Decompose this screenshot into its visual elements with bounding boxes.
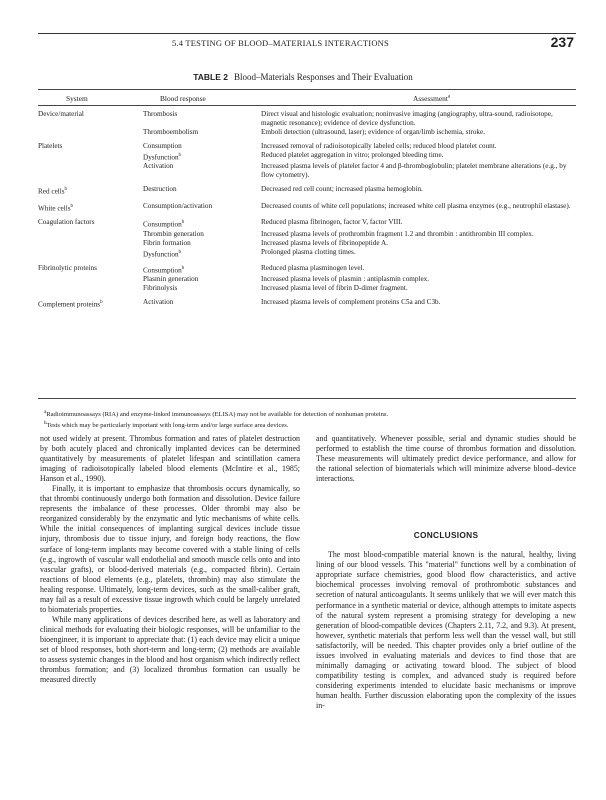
footnote-mark: b <box>44 420 47 426</box>
header-rule <box>38 33 576 34</box>
cell-assessment <box>261 264 576 275</box>
cell-response <box>143 275 261 284</box>
cell-system-text: Platelets <box>38 142 63 150</box>
cell-system <box>38 248 143 259</box>
cell-system <box>38 151 143 162</box>
footnote-ref: b <box>181 220 185 226</box>
cell-assessment <box>261 248 576 259</box>
table-row <box>38 162 576 180</box>
table-header-rule <box>38 105 576 106</box>
paragraph: and quantitatively. Whenever possible, serial and dynamic studies should be performed to establish the time course of thrombus formation and dissolution. These measurements will ultimately predict device performance, and allow for the rational selection of biomaterials which will minimize adverse blood–device interactions. <box>316 434 576 484</box>
cell-assessment-text: Increased plasma levels of platelet factor 4 and β-thromboglobulin; platelet membrane alterations (e.g., by flow cytometry). <box>261 162 567 180</box>
cell-system-text: White cells <box>38 204 71 213</box>
paragraph: The most blood-compatible material known is the natural, healthy, living lining of our blood vessels. This "material" functions well by a combination of appropriate surface chemistries, good blood flow characteristics, and active biochemical processes involving removal of prothrombotic substances and secretion of natural anticoagulants. It seems unlikely that we will ever match this performance in a synthetic material or device, although attempts to imitate aspects of the natural system represent a promising strategy for developing a new generation of blood-compatible devices (Chapters 2.11, 7.2, and 9.3). At present, however, synthetic materials that perform less well than the vessel wall, but still satisfactorily, will be needed. This chapter provides only a brief outline of the issues involved in evaluating materials and devices to find those that are minimally damaging or activating toward blood. The subject of blood compatibility testing is complex, and advanced study is required before considering experiments intended to elucidate basic mechanisms or improve human health. Further discussion elaborating upon the complexity of the issues in- <box>316 550 576 710</box>
cell-assessment <box>261 202 576 213</box>
column-header-assessment-label: Assessment <box>413 94 448 103</box>
cell-assessment <box>261 151 576 162</box>
cell-system <box>38 275 143 284</box>
cell-assessment-text: Reduced plasma fibrinogen, factor V, factor VIII. <box>261 218 403 227</box>
conclusions-heading: CONCLUSIONS <box>413 530 479 541</box>
column-header-assessment <box>413 94 450 103</box>
cell-response-text: Activation <box>143 162 174 171</box>
table-row <box>38 110 576 128</box>
cell-assessment-text: Increased plasma levels of complement proteins C5a and C3b. <box>261 298 441 307</box>
cell-system <box>38 239 143 248</box>
cell-assessment <box>261 162 576 180</box>
cell-response <box>143 218 261 229</box>
cell-assessment-text: Reduced platelet aggregation in vitro; prolonged bleeding time. <box>261 151 444 159</box>
cell-response-text: Dysfunction <box>143 153 179 162</box>
table-top-rule <box>38 89 576 90</box>
table-label: TABLE 2 <box>193 72 228 82</box>
cell-response-text: Consumption <box>143 142 182 150</box>
footnote-ref: b <box>100 300 103 306</box>
cell-response <box>143 230 261 239</box>
table-caption <box>0 72 606 82</box>
page-number: 237 <box>550 34 574 50</box>
footnote-a <box>44 409 574 420</box>
cell-assessment-text: Decreased red cell count; increased plasma hemoglobin. <box>261 185 423 194</box>
footnote-ref: b <box>64 187 68 193</box>
table-row <box>38 248 576 259</box>
table-row <box>38 239 576 248</box>
table-bottom-rule <box>38 398 576 399</box>
cell-assessment <box>261 185 576 196</box>
left-column <box>40 434 300 685</box>
cell-assessment-text: Direct visual and histologic evaluation; noninvasive imaging (angiography, ultra-sound, radioisotope, magnetic resonance); evidence of device dysfunction. <box>261 110 553 127</box>
cell-assessment-text: Decreased counts of white cell populations; increased white cell plasma enzymes (e.g., neutrophil elastase). <box>261 201 571 210</box>
cell-response-text: Dysfunction <box>143 249 179 258</box>
table-body <box>38 110 576 310</box>
footnote-ref: b <box>181 265 185 271</box>
cell-response-text: Thrombin generation <box>143 229 204 238</box>
cell-assessment <box>261 284 576 293</box>
cell-assessment <box>261 275 576 284</box>
cell-assessment <box>261 142 576 151</box>
cell-response <box>143 298 261 309</box>
cell-assessment-text: Reduced plasma plasminogen level. <box>261 263 365 272</box>
cell-system-text: Coagulation factors <box>38 218 95 227</box>
cell-response <box>143 239 261 248</box>
cell-assessment-text: Increased removal of radioisotopically labeled cells; reduced blood platelet count. <box>261 142 497 150</box>
cell-response <box>143 202 261 213</box>
cell-response <box>143 128 261 137</box>
right-column <box>316 434 576 711</box>
cell-assessment-text: Increased plasma level of fibrin D-dimer fragment. <box>261 284 408 293</box>
footnote-mark: a <box>44 410 47 415</box>
table-row <box>38 298 576 309</box>
table-title: Blood–Materials Responses and Their Evaluation <box>233 72 413 82</box>
cell-response-text: Thrombosis <box>143 110 178 118</box>
table-row <box>38 142 576 151</box>
paragraph: While many applications of devices described here, as well as laboratory and clinical methods for evaluating their biologic responses, will be unfamiliar to the bioengineer, it is important to appreciate that: (1) each device may elicit a unique set of blood responses, both short-term and long-term; (2) methods are available to assess systemic changes in the blood and host organism which indirectly reflect thrombus formation; and (3) localized thrombus formation can usually be measured directly <box>40 614 300 685</box>
table-row <box>38 185 576 196</box>
cell-system-text: Fibrinolytic proteins <box>38 263 97 272</box>
paragraph: Finally, it is important to emphasize that thrombosis occurs dynamically, so that thrombi continuously undergo both formation and dissolution. Device failure represents the imbalance of these processes. Older thrombi may also be reorganized considerably by the enzymatic and lytic mechanisms of white cells. While the initial consequences of implanting surgical devices include tissue injury, thrombosis due to tissue injury, and foreign body reactions, the flow surface of long-term implants may become covered with a stable lining of cells (e.g., ingrowth of vascular wall endothelial and smooth muscle cells onto and into vascular grafts), or blood-derived materials (e.g., compacted fibrin). Certain reactions of blood elements (e.g., platelets, thrombin) may also stimulate the healing response. Ultimately, long-term devices, such as the small-caliber graft, may fail as a result of excessive tissue ingrowth which could be largely unrelated to biomaterials properties. <box>40 484 300 614</box>
footnote-ref: b <box>70 203 74 209</box>
cell-assessment <box>261 239 576 248</box>
cell-assessment-text: Increased plasma levels of prothrombin fragment 1.2 and thrombin : antithrombin III complex. <box>261 229 534 238</box>
cell-assessment-text: Increased plasma levels of fibrinopeptide A. <box>261 238 388 247</box>
cell-response-text: Destruction <box>143 185 177 194</box>
footnote-text: Tests which may be particularly important with long-term and/or large surface area devices. <box>46 421 289 429</box>
footnote-ref: b <box>178 153 182 158</box>
cell-system <box>38 298 143 309</box>
table-row <box>38 264 576 275</box>
cell-system <box>38 162 143 180</box>
column-header-system: System <box>66 94 88 103</box>
running-head: 5.4 TESTING OF BLOOD–MATERIALS INTERACTIONS <box>172 38 389 48</box>
cell-response-text: Consumption <box>143 220 182 229</box>
cell-response-text: Activation <box>143 298 174 307</box>
cell-system-text: Red cells <box>38 187 65 196</box>
cell-response <box>143 248 261 259</box>
cell-response <box>143 151 261 162</box>
cell-response-text: Fibrin formation <box>143 238 191 247</box>
footnote-text: Radioimmunoassays (RIA) and enzyme-linked immunoassays (ELISA) may not be available for detection of nonhuman proteins. <box>46 411 389 419</box>
cell-system <box>38 284 143 293</box>
cell-system <box>38 230 143 239</box>
cell-system <box>38 185 143 196</box>
cell-system-text: Complement proteins <box>38 300 101 309</box>
table-row <box>38 284 576 293</box>
cell-response <box>143 185 261 196</box>
table-row <box>38 128 576 137</box>
cell-response-text: Consumption/activation <box>143 201 213 210</box>
cell-system <box>38 202 143 213</box>
cell-assessment <box>261 230 576 239</box>
cell-assessment-text: Emboli detection (ultrasound, laser); evidence of organ/limb ischemia, stroke. <box>261 128 486 136</box>
table-row <box>38 151 576 162</box>
cell-response-text: Fibrinolysis <box>143 284 178 293</box>
cell-system <box>38 110 143 128</box>
cell-response <box>143 110 261 128</box>
cell-response <box>143 284 261 293</box>
footnote-ref: a <box>447 94 451 100</box>
cell-response-text: Plasmin generation <box>143 275 199 284</box>
table-row <box>38 202 576 213</box>
table-row <box>38 275 576 284</box>
cell-response-text: Consumption <box>143 266 182 275</box>
table-row <box>38 218 576 229</box>
cell-response <box>143 264 261 275</box>
cell-response <box>143 142 261 151</box>
column-header-response: Blood response <box>160 94 206 103</box>
cell-assessment <box>261 218 576 229</box>
cell-system <box>38 142 143 151</box>
table-footnotes <box>44 409 574 430</box>
cell-system <box>38 218 143 229</box>
cell-assessment <box>261 298 576 309</box>
cell-system <box>38 128 143 137</box>
table-row <box>38 230 576 239</box>
cell-response <box>143 162 261 180</box>
cell-assessment <box>261 128 576 137</box>
cell-system-text: Device/material <box>38 110 84 118</box>
cell-system <box>38 264 143 275</box>
cell-assessment <box>261 110 576 128</box>
cell-assessment-text: Prolonged plasma clotting times. <box>261 247 356 256</box>
cell-response-text: Thromboembolism <box>143 128 199 136</box>
paragraph: not used widely at present. Thrombus formation and rates of platelet destruction by both acutely placed and chronically implanted devices can be determined quantitatively by measurements of platelet lifespan and scintillation camera imaging of radioisotopically labeled blood elements (McIntire et al., 1985; Hanson et al., 1990). <box>40 434 300 484</box>
footnote-b <box>44 420 574 431</box>
footnote-ref: b <box>178 249 182 255</box>
cell-assessment-text: Increased plasma levels of plasmin : antiplasmin complex. <box>261 275 430 284</box>
